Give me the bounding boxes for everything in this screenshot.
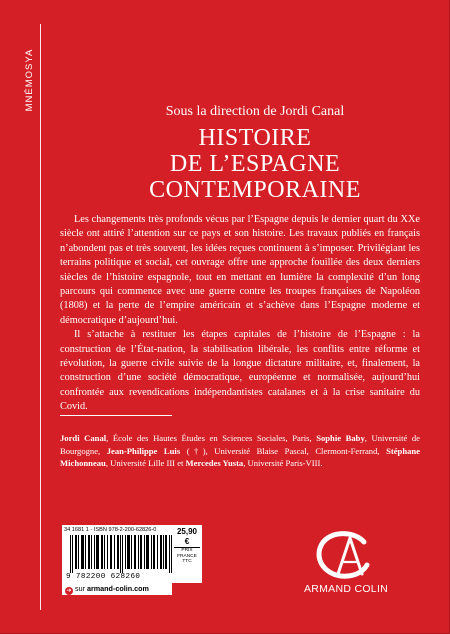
blurb-paragraph-1: Les changements très profonds vécus par l’Espagne depuis le dernier quart du XXe siècle ont attiré l’attention sur ce pays et son histoire. Les travaux publiés en français n’abondent pas et très souvent, les idées reçues continuent à s’imposer. Privilégiant les terrains politique et social, cet ouvrage offre une approche fouillée des deux derniers siècles de l’histoire espagnole, tout en mettant en lumière la complexité d’un long parcours qui commence avec une guerre contre les troupes françaises de Napoléon (1808) et la perte de l’empire américain et s’achève dans l’Espagne moderne et démocratique d’aujourd’hui. [60, 214, 420, 326]
price-box [174, 527, 200, 565]
price-note: TTC [182, 559, 192, 565]
author-affiliation: , Université de Bourgogne, [60, 433, 420, 456]
website-domain: armand-colin.com [86, 584, 149, 593]
title-line-1: HISTOIRE [198, 125, 312, 151]
author-name: Jordi Canal [60, 433, 107, 443]
website-prefix: sur [75, 584, 87, 593]
separator-rule [60, 415, 172, 416]
author-affiliation: , École des Hautes Études en Sciences Sociales, Paris, [106, 433, 317, 443]
barcode-block [62, 525, 202, 583]
authors-list [60, 432, 420, 470]
barcode-icon [70, 535, 172, 573]
author-name: Stéphane Michonneau [60, 445, 420, 469]
publisher-logo-icon [286, 528, 406, 582]
series-label-text: MNÉMOSYA [24, 48, 35, 112]
title-line-2: DE L’ESPAGNE [169, 151, 341, 177]
price-note: PRIX [181, 548, 193, 553]
author-name: Sophie Baby [316, 433, 365, 443]
series-label [22, 30, 38, 130]
editor-line: Sous la direction de Jordi Canal [165, 104, 345, 119]
author-affiliation: , Université Lille III et [105, 458, 186, 469]
author-affiliation: (†), Université Blaise Pascal, Clermont-Ferrand, [180, 445, 387, 456]
vertical-rule [40, 24, 41, 610]
author-name: Jean-Philippe Luis [106, 445, 181, 456]
blurb-paragraph-2: Il s’attache à restituer les étapes capitales de l’histoire de l’Espagne : la construction de l’État-nation, la stabilisation libérale, les conflits entre réforme et révolution, la guerre civile suivie de la longue dictature militaire, et, finalement, la construction d’une société démocratique, européenne et normalisée, aujourd’hui confrontée aux revendications indépendantistes catalanes et à la crise sanitaire du Covid. [60, 329, 420, 413]
price-note: FRANCE [177, 553, 197, 559]
blurb [60, 213, 420, 415]
isbn-line: 34 1681 1 - ISBN 978-2-200-62826-0 [64, 527, 157, 533]
author-affiliation: , Université Paris-VIII. [243, 458, 323, 469]
publisher-name: ARMAND COLIN [303, 583, 389, 595]
author-name: Mercedes Yusta [185, 458, 244, 469]
price: 25,90 € [174, 527, 200, 548]
website-link[interactable] [62, 583, 172, 595]
title-line-3: CONTEMPORAINE [149, 177, 361, 203]
book-title [60, 125, 450, 203]
barcode-digits: 9 782200 628260 [66, 573, 141, 581]
arrow-icon: ➜ [66, 588, 72, 594]
